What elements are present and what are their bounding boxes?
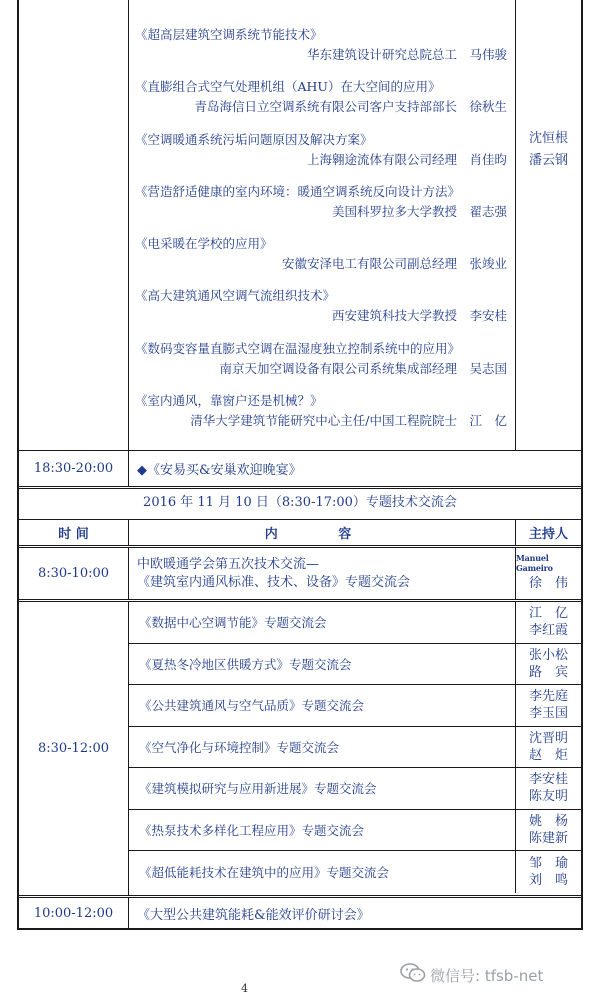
exchange-content (129, 548, 515, 599)
talk-title: 《高大建筑通风空调气流组织技术》 (135, 288, 336, 304)
talk-speaker: 青岛海信日立空调系统有限公司客户支持部部长 徐秋生 (194, 99, 507, 115)
talk-item (129, 281, 515, 333)
talk-speaker: 美国科罗拉多大学教授 翟志强 (331, 203, 507, 219)
talk-speaker: 清华大学建筑节能研究中心主任/中国工程院院士 江 亿 (190, 413, 507, 429)
watermark (400, 963, 543, 987)
host-name: 赵 炬 (528, 747, 568, 763)
host-name: 李安桂 (528, 772, 568, 788)
parallel-session (129, 685, 581, 727)
session1-time-cell (19, 0, 129, 450)
column-header-host: 主持人 (515, 520, 581, 545)
talk-speaker: 华东建筑设计研究总院总工 马伟骏 (306, 47, 507, 62)
host-name: Manuel Gameiro (516, 552, 553, 573)
talk-item (129, 334, 515, 386)
banquet-content: ◆《安易买&安巢欢迎晚宴》 (137, 463, 302, 478)
talk-speaker: 上海翱途流体有限公司经理 肖佳昀 (306, 151, 507, 167)
talk-speaker: 西安建筑科技大学教授 李安桂 (331, 308, 507, 324)
column-header-content: 内 容 (264, 527, 380, 542)
session-title: 《公共建筑通风与空气品质》专题交流会 (139, 698, 365, 714)
host-name: 沈恒根 (528, 131, 568, 146)
session-hosts (515, 851, 581, 893)
host-name: 张小松 (528, 647, 568, 663)
host-name: 陈建新 (528, 830, 568, 846)
session-hosts (515, 727, 581, 768)
exchange-line2: 《建筑室内通风标准、技术、设备》专题交流会 (137, 575, 411, 590)
talk-item (129, 125, 515, 177)
exchange-line1: 中欧暖通学会第五次技术交流— (137, 557, 320, 572)
schedule-table (17, 0, 583, 930)
host-name: 邹 瑜 (528, 855, 568, 871)
parallel-row (19, 602, 581, 898)
day-header-row (19, 489, 581, 520)
host-name: 沈晋明 (528, 730, 568, 746)
talk-item (129, 386, 515, 438)
talk-title: 《直膨组合式空气处理机组（AHU）在大空间的应用》 (135, 79, 441, 95)
session1-talks (129, 0, 515, 450)
talk-title: 《电采暖在学校的应用》 (135, 236, 273, 252)
talk-title: 《超高层建筑空调系统节能技术》 (135, 27, 323, 42)
session1-hosts (515, 0, 581, 450)
session1-row (19, 0, 581, 451)
talk-item (129, 20, 515, 72)
session-hosts (515, 768, 581, 809)
session-hosts (515, 602, 581, 643)
talk-title: 《室内通风，靠窗户还是机械？》 (135, 393, 323, 409)
talk-title: 《空调暖通系统污垢问题原因及解决方案》 (135, 131, 373, 147)
session-title: 《热泵技术多样化工程应用》专题交流会 (139, 822, 365, 838)
host-name: 江 亿 (528, 606, 568, 622)
column-header-time: 时 间 (19, 520, 129, 545)
parallel-session (129, 768, 581, 810)
seminar-time: 10:00-12:00 (19, 898, 129, 928)
wechat-icon (400, 963, 426, 987)
host-name: 刘 鸣 (528, 872, 568, 888)
talk-speaker: 南京天加空调设备有限公司系统集成部经理 吴志国 (219, 360, 507, 376)
session-title: 《夏热冬冷地区供暖方式》专题交流会 (139, 656, 352, 672)
parallel-session (129, 727, 581, 769)
talk-title: 《营造舒适健康的室内环境：暖通空调系统反向设计方法》 (135, 183, 461, 199)
talk-speaker: 安徽安泽电工有限公司副总经理 张竣业 (281, 256, 507, 272)
parallel-time: 8:30-12:00 (19, 602, 129, 895)
session-hosts (515, 644, 581, 685)
banquet-row (19, 451, 581, 489)
session-title: 《建筑模拟研究与应用新进展》专题交流会 (139, 781, 377, 797)
host-name: 李先庭 (528, 689, 568, 705)
host-name: 李红霞 (528, 623, 568, 639)
host-name: 徐 伟 (528, 575, 568, 591)
session-title: 《超低能耗技术在建筑中的应用》专题交流会 (139, 864, 390, 880)
talk-item (129, 177, 515, 229)
exchange-row (19, 548, 581, 602)
parallel-sessions (129, 602, 581, 895)
host-name: 潘云钢 (528, 153, 568, 168)
talk-item (129, 229, 515, 281)
parallel-session (129, 851, 581, 893)
page-number: 4 (241, 982, 248, 995)
talk-item (129, 72, 515, 124)
host-name: 陈友明 (528, 789, 568, 805)
seminar-content: 《大型公共建筑能耗&能效评价研讨会》 (137, 907, 370, 923)
session-title: 《空气净化与环境控制》专题交流会 (139, 739, 340, 755)
day-header: 2016 年 11 月 10 日（8:30-17:00）专题技术交流会 (143, 495, 457, 510)
column-header-row (19, 520, 581, 548)
host-name: 李玉国 (528, 706, 568, 722)
talk-title: 《数码变容量直膨式空调在温湿度独立控制系统中的应用》 (135, 340, 461, 356)
host-name: 路 宾 (528, 664, 568, 680)
session-hosts (515, 810, 581, 851)
session-title: 《数据中心空调节能》专题交流会 (139, 615, 327, 631)
exchange-time: 8:30-10:00 (19, 548, 129, 599)
banquet-time: 18:30-20:00 (19, 451, 129, 486)
parallel-session (129, 644, 581, 686)
exchange-hosts (515, 548, 581, 599)
parallel-session (129, 602, 581, 644)
session-hosts (515, 685, 581, 726)
parallel-session (129, 810, 581, 852)
seminar-row (19, 898, 581, 928)
watermark-text: 微信号: tfsb-net (430, 966, 544, 985)
host-name: 姚 杨 (528, 813, 568, 829)
